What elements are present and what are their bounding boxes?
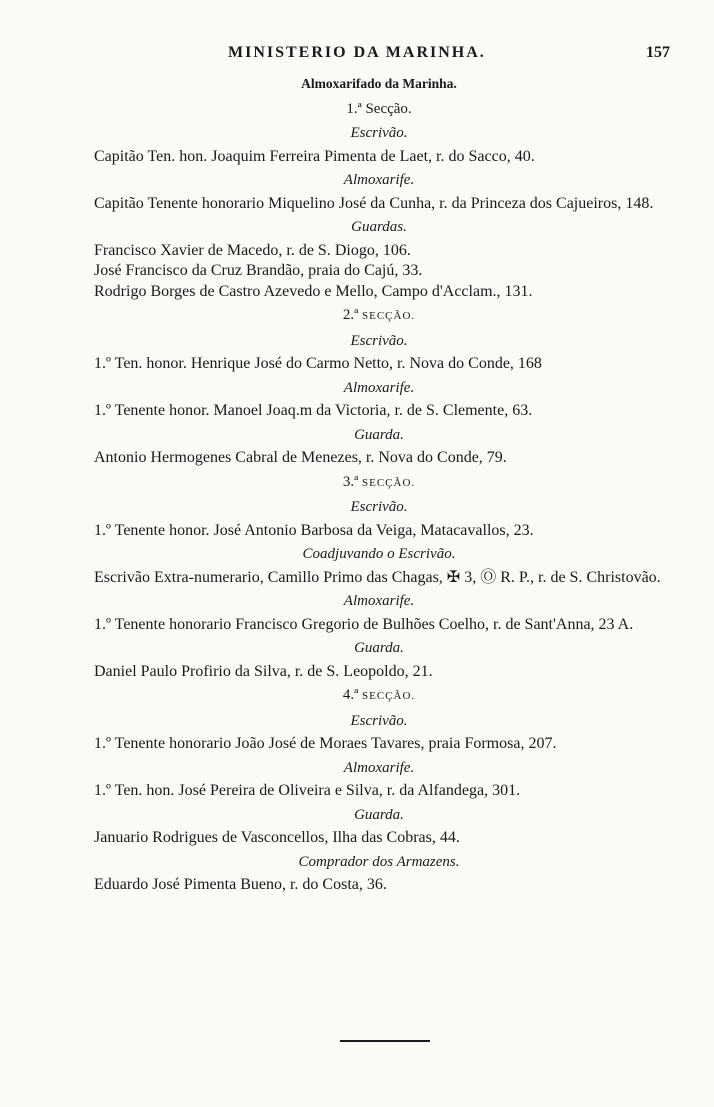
list-entry: Capitão Ten. hon. Joaquim Ferreira Pimenta de Laet, r. do Sacco, 40. bbox=[94, 147, 535, 165]
list-entry: Antonio Hermogenes Cabral de Menezes, r. Nova do Conde, 79. bbox=[94, 449, 507, 466]
list-entry: 1.º Tenente honorario João José de Moraes Tavares, praia Formosa, 207. bbox=[94, 735, 557, 752]
role-heading: Escrivão. bbox=[350, 499, 408, 515]
section-label: SECÇÃO. bbox=[361, 690, 416, 702]
section-number: 3.ª bbox=[342, 473, 359, 490]
list-entry: Daniel Paulo Profirio da Silva, r. de S. Leopoldo, 21. bbox=[94, 662, 433, 680]
section-number: 4.ª bbox=[342, 687, 359, 703]
section-label: Secção. bbox=[365, 100, 412, 117]
role-heading: Comprador dos Armazens. bbox=[298, 853, 460, 870]
section-heading bbox=[94, 99, 664, 120]
list-entry: 1.º Ten. honor. Henrique José do Carmo Netto, r. Nova do Conde, 168 bbox=[94, 355, 542, 372]
role-heading: Escrivão. bbox=[350, 712, 408, 729]
section-heading bbox=[94, 685, 664, 707]
role-heading: Almoxarife. bbox=[343, 172, 415, 188]
page-number: 157 bbox=[646, 44, 670, 61]
page-content bbox=[94, 74, 664, 899]
list-entry: Rodrigo Borges de Castro Azevedo e Mello, Campo d'Acclam., 131. bbox=[94, 282, 533, 300]
closing-rule bbox=[340, 1040, 430, 1042]
list-entry: Capitão Tenente honorario Miquelino José da Cunha, r. da Princeza dos Cajueiros, 148. bbox=[94, 194, 654, 212]
section-label: SECÇÃO. bbox=[361, 310, 416, 322]
section-label: SECÇÃO. bbox=[361, 476, 416, 489]
running-title: MINISTERIO DA MARINHA. bbox=[228, 44, 486, 61]
role-heading: Escrivão. bbox=[350, 332, 408, 349]
list-entry: Januario Rodrigues de Vasconcellos, Ilha das Cobras, 44. bbox=[94, 829, 460, 846]
section-heading bbox=[94, 472, 664, 494]
list-entry: Francisco Xavier de Macedo, r. de S. Diogo, 106. bbox=[94, 241, 411, 259]
list-entry: Eduardo José Pimenta Bueno, r. do Costa, 36. bbox=[94, 876, 387, 893]
role-heading: Almoxarife. bbox=[343, 759, 415, 776]
role-heading: Guarda. bbox=[354, 640, 404, 656]
section-heading bbox=[94, 305, 664, 327]
section-number: 1.ª bbox=[346, 100, 362, 117]
list-entry: José Francisco da Cruz Brandão, praia do Cajú, 33. bbox=[94, 262, 423, 279]
role-heading: Almoxarife. bbox=[343, 379, 415, 396]
role-heading: Guarda. bbox=[354, 806, 404, 823]
page-subtitle: Almoxarifado da Marinha. bbox=[301, 76, 457, 91]
role-heading: Coadjuvando o Escrivão. bbox=[302, 546, 456, 562]
list-entry: 1.º Tenente honor. José Antonio Barbosa da Veiga, Matacavallos, 23. bbox=[94, 521, 534, 539]
list-entry: 1.º Tenente honorario Francisco Gregorio de Bulhões Coelho, r. de Sant'Anna, 23 A. bbox=[94, 615, 634, 633]
role-heading: Escrivão. bbox=[350, 125, 408, 141]
role-heading: Almoxarife. bbox=[343, 593, 415, 609]
list-entry: 1.º Tenente honor. Manoel Joaq.m da Victoria, r. de S. Clemente, 63. bbox=[94, 402, 533, 419]
role-heading: Guardas. bbox=[351, 219, 407, 235]
role-heading: Guarda. bbox=[354, 426, 404, 443]
list-entry: 1.º Ten. hon. José Pereira de Oliveira e Silva, r. da Alfandega, 301. bbox=[94, 782, 521, 799]
section-number: 2.ª bbox=[342, 307, 359, 323]
running-head bbox=[0, 44, 714, 68]
list-entry: Escrivão Extra-numerario, Camillo Primo das Chagas, ✠ 3, Ⓞ R. P., r. de S. Christovão. bbox=[94, 568, 661, 586]
